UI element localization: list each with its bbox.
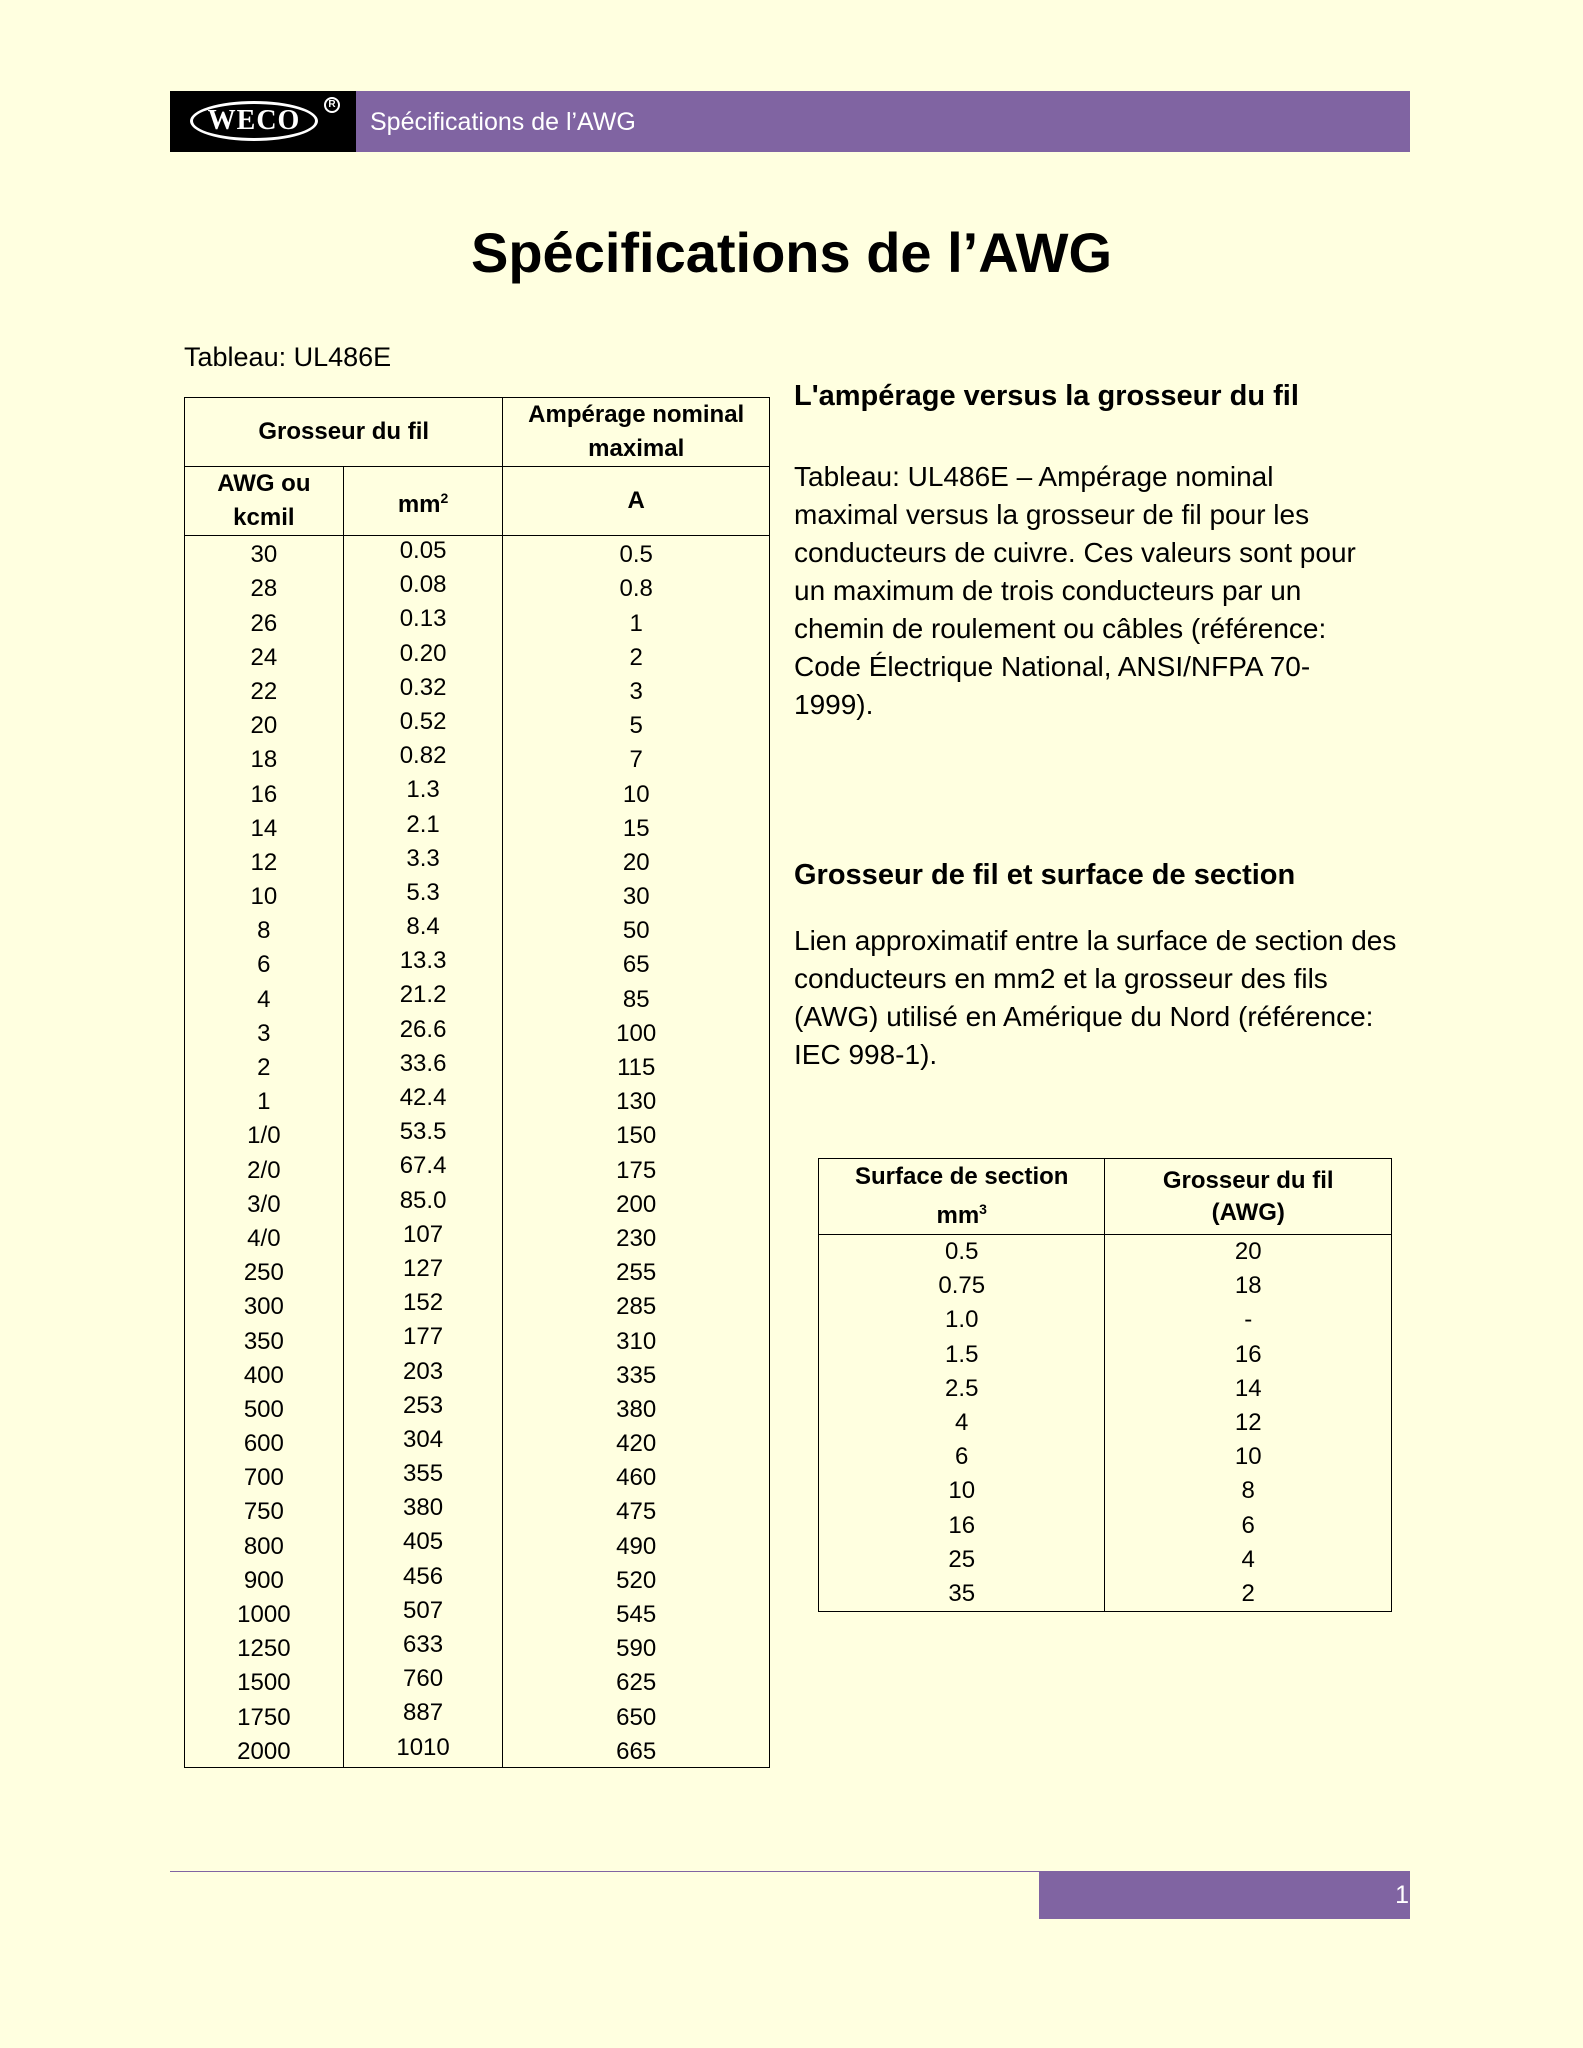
cell-mm2: 0.82 — [343, 741, 503, 775]
cell-awg: 12 — [185, 844, 344, 878]
cell-section: 0.5 — [819, 1235, 1105, 1270]
cell-mm2: 253 — [343, 1391, 503, 1425]
table-row — [185, 707, 770, 741]
table-row — [819, 1303, 1392, 1337]
cell-mm2: 0.05 — [343, 536, 503, 571]
cell-section: 25 — [819, 1543, 1105, 1577]
table-row — [185, 775, 770, 809]
cell-amp: 255 — [503, 1254, 770, 1288]
col-header-section — [819, 1159, 1105, 1235]
cell-mm2: 67.4 — [343, 1151, 503, 1185]
cell-section: 4 — [819, 1406, 1105, 1440]
cell-wire-size: 12 — [1105, 1406, 1392, 1440]
cell-wire-size: 10 — [1105, 1440, 1392, 1474]
table-row — [819, 1235, 1392, 1270]
cell-amp: 50 — [503, 912, 770, 946]
table-row — [185, 639, 770, 673]
table-row — [185, 1459, 770, 1493]
cell-section: 10 — [819, 1474, 1105, 1508]
section1-line: un maximum de trois conducteurs par un — [794, 575, 1302, 606]
group-header-amp-line2: maximal — [588, 435, 685, 462]
page-title: Spécifications de l’AWG — [470, 221, 1113, 284]
cell-mm2: 203 — [343, 1357, 503, 1391]
cell-awg: 1 — [185, 1083, 344, 1117]
cell-section: 0.75 — [819, 1269, 1105, 1303]
cell-amp: 650 — [503, 1698, 770, 1732]
header-bar — [170, 91, 1410, 152]
cell-wire-size: 14 — [1105, 1372, 1392, 1406]
awg-table — [184, 397, 770, 1768]
table-row — [819, 1338, 1392, 1372]
cell-awg: 2000 — [185, 1733, 344, 1768]
cell-section: 2.5 — [819, 1372, 1105, 1406]
table-row — [185, 536, 770, 571]
cell-amp: 100 — [503, 1015, 770, 1049]
cell-awg: 28 — [185, 570, 344, 604]
table-row — [819, 1440, 1392, 1474]
table-row — [185, 1015, 770, 1049]
col-header-mm2-sup: 2 — [440, 489, 449, 506]
cell-awg: 1/0 — [185, 1117, 344, 1151]
section2-line: Lien approximatif entre la surface de section des — [794, 925, 1397, 956]
cell-amp: 115 — [503, 1049, 770, 1083]
cell-awg: 1000 — [185, 1596, 344, 1630]
cell-awg: 20 — [185, 707, 344, 741]
table-caption: Tableau: UL486E — [184, 342, 392, 372]
table-row — [185, 1288, 770, 1322]
cell-mm2: 304 — [343, 1425, 503, 1459]
table-row — [185, 1322, 770, 1356]
table-row — [819, 1474, 1392, 1508]
cell-awg: 16 — [185, 775, 344, 809]
cell-awg: 2 — [185, 1049, 344, 1083]
cell-mm2: 5.3 — [343, 878, 503, 912]
page-number: 1 — [1395, 1881, 1409, 1909]
cell-wire-size: 16 — [1105, 1338, 1392, 1372]
cell-amp: 3 — [503, 673, 770, 707]
cell-awg: 1500 — [185, 1664, 344, 1698]
section1-line: maximal versus la grosseur de fil pour les — [794, 499, 1310, 530]
cell-mm2: 405 — [343, 1527, 503, 1561]
group-header-size: Grosseur du fil — [185, 398, 503, 467]
cell-wire-size: 18 — [1105, 1269, 1392, 1303]
table-row — [819, 1406, 1392, 1440]
section1-heading: L'ampérage versus la grosseur du fil — [794, 380, 1299, 412]
cell-mm2: 380 — [343, 1493, 503, 1527]
weco-logo-text: WECO — [190, 101, 318, 141]
table-row — [185, 1698, 770, 1732]
cell-awg: 22 — [185, 673, 344, 707]
awg-table-body — [185, 536, 770, 1768]
cell-mm2: 0.13 — [343, 604, 503, 638]
table-row — [185, 878, 770, 912]
cell-awg: 400 — [185, 1357, 344, 1391]
cell-awg: 3/0 — [185, 1186, 344, 1220]
cell-mm2: 33.6 — [343, 1049, 503, 1083]
cell-awg: 800 — [185, 1527, 344, 1561]
section2-line: IEC 998-1). — [794, 1039, 938, 1070]
cell-mm2: 177 — [343, 1322, 503, 1356]
cell-amp: 15 — [503, 810, 770, 844]
cell-mm2: 8.4 — [343, 912, 503, 946]
group-header-amp — [503, 398, 770, 467]
group-header-amp-line1: Ampérage nominal — [528, 401, 745, 428]
table-row — [819, 1543, 1392, 1577]
cell-amp: 150 — [503, 1117, 770, 1151]
col-header-section-line1: Surface de section — [855, 1163, 1069, 1190]
cell-amp: 420 — [503, 1425, 770, 1459]
cell-awg: 1250 — [185, 1630, 344, 1664]
cell-awg: 350 — [185, 1322, 344, 1356]
cell-mm2: 0.20 — [343, 639, 503, 673]
cell-mm2: 0.32 — [343, 673, 503, 707]
cell-awg: 6 — [185, 946, 344, 980]
col-header-section-sup: 3 — [979, 1201, 987, 1217]
table-row — [185, 1049, 770, 1083]
cell-mm2: 3.3 — [343, 844, 503, 878]
table-row — [185, 1357, 770, 1391]
cell-mm2: 85.0 — [343, 1186, 503, 1220]
cell-wire-size: 20 — [1105, 1235, 1392, 1270]
cell-amp: 520 — [503, 1562, 770, 1596]
cell-amp: 65 — [503, 946, 770, 980]
table-row — [185, 1562, 770, 1596]
table-row — [185, 844, 770, 878]
cell-wire-size: 8 — [1105, 1474, 1392, 1508]
cell-amp: 130 — [503, 1083, 770, 1117]
cell-mm2: 107 — [343, 1220, 503, 1254]
cell-amp: 490 — [503, 1527, 770, 1561]
col-header-mm2-text: mm — [397, 490, 441, 518]
cell-amp: 380 — [503, 1391, 770, 1425]
col-header-awg-line2: kcmil — [233, 504, 295, 531]
cell-amp: 590 — [503, 1630, 770, 1664]
cell-mm2: 507 — [343, 1596, 503, 1630]
cell-amp: 200 — [503, 1186, 770, 1220]
cell-mm2: 760 — [343, 1664, 503, 1698]
cell-awg: 30 — [185, 536, 344, 571]
cell-wire-size: - — [1105, 1303, 1392, 1337]
cell-mm2: 42.4 — [343, 1083, 503, 1117]
cell-awg: 8 — [185, 912, 344, 946]
cell-mm2: 53.5 — [343, 1117, 503, 1151]
section2-line: conducteurs en mm2 et la grosseur des fils — [794, 963, 1328, 994]
cell-awg: 24 — [185, 639, 344, 673]
cell-awg: 250 — [185, 1254, 344, 1288]
table-row — [185, 946, 770, 980]
cell-amp: 460 — [503, 1459, 770, 1493]
col-header-section-unit: mm — [936, 1202, 980, 1229]
cell-mm2: 0.52 — [343, 707, 503, 741]
table-row — [185, 570, 770, 604]
cell-mm2: 2.1 — [343, 810, 503, 844]
cell-awg: 500 — [185, 1391, 344, 1425]
cell-mm2: 887 — [343, 1698, 503, 1732]
table-row — [185, 1117, 770, 1151]
cell-awg: 26 — [185, 604, 344, 638]
footer-bar — [1039, 1872, 1410, 1919]
col-header-wire-size-line1: Grosseur du fil — [1162, 1166, 1334, 1194]
section2-heading: Grosseur de fil et surface de section — [794, 859, 1296, 891]
cell-mm2: 456 — [343, 1562, 503, 1596]
table-row — [185, 1220, 770, 1254]
cell-mm2: 127 — [343, 1254, 503, 1288]
cell-mm2: 152 — [343, 1288, 503, 1322]
table-row — [185, 604, 770, 638]
cell-amp: 175 — [503, 1151, 770, 1185]
cell-amp: 625 — [503, 1664, 770, 1698]
cell-awg: 3 — [185, 1015, 344, 1049]
cell-mm2: 1010 — [343, 1733, 503, 1768]
cell-mm2: 1.3 — [343, 775, 503, 809]
section-table-body — [819, 1235, 1392, 1612]
cell-amp: 0.5 — [503, 536, 770, 571]
table-row — [185, 1733, 770, 1768]
cell-mm2: 355 — [343, 1459, 503, 1493]
table-row — [185, 1151, 770, 1185]
cell-amp: 85 — [503, 980, 770, 1014]
cell-wire-size: 6 — [1105, 1509, 1392, 1543]
col-header-awg — [185, 467, 344, 536]
table-row — [819, 1577, 1392, 1612]
section2-paragraph — [794, 922, 1414, 1074]
table-row — [185, 1664, 770, 1698]
cell-awg: 600 — [185, 1425, 344, 1459]
table-row — [819, 1509, 1392, 1543]
cell-mm2: 21.2 — [343, 980, 503, 1014]
cell-amp: 335 — [503, 1357, 770, 1391]
cell-amp: 10 — [503, 775, 770, 809]
col-header-wire-size-line2: (AWG) — [1211, 1198, 1285, 1226]
table-row — [185, 741, 770, 775]
cell-section: 6 — [819, 1440, 1105, 1474]
col-header-wire-size — [1105, 1159, 1392, 1235]
section1-line: 1999). — [794, 689, 874, 720]
table-row — [185, 1254, 770, 1288]
col-header-awg-line1: AWG ou — [217, 470, 311, 497]
cell-awg: 18 — [185, 741, 344, 775]
cell-mm2: 0.08 — [343, 570, 503, 604]
cell-amp: 7 — [503, 741, 770, 775]
table-row — [185, 673, 770, 707]
section2-line: (AWG) utilisé en Amérique du Nord (référence: — [794, 1001, 1374, 1032]
table-row — [185, 980, 770, 1014]
cell-awg: 4/0 — [185, 1220, 344, 1254]
cell-amp: 310 — [503, 1322, 770, 1356]
table-row — [185, 1083, 770, 1117]
cell-awg: 300 — [185, 1288, 344, 1322]
section1-paragraph — [794, 458, 1394, 724]
section-table — [818, 1158, 1392, 1612]
cell-awg: 700 — [185, 1459, 344, 1493]
cell-awg: 2/0 — [185, 1151, 344, 1185]
cell-wire-size: 2 — [1105, 1577, 1392, 1612]
cell-amp: 230 — [503, 1220, 770, 1254]
table-row — [185, 1493, 770, 1527]
table-row — [185, 912, 770, 946]
table-row — [185, 1425, 770, 1459]
section1-line: Code Électrique National, ANSI/NFPA 70- — [794, 651, 1311, 682]
col-header-mm2 — [343, 467, 503, 536]
table-row — [819, 1372, 1392, 1406]
cell-amp: 20 — [503, 844, 770, 878]
cell-awg: 14 — [185, 810, 344, 844]
section1-line: conducteurs de cuivre. Ces valeurs sont pour — [794, 537, 1356, 568]
cell-section: 16 — [819, 1509, 1105, 1543]
cell-amp: 1 — [503, 604, 770, 638]
cell-amp: 475 — [503, 1493, 770, 1527]
table-row — [819, 1269, 1392, 1303]
col-header-amp: A — [503, 467, 770, 536]
cell-section: 1.0 — [819, 1303, 1105, 1337]
cell-amp: 545 — [503, 1596, 770, 1630]
table-row — [185, 1186, 770, 1220]
cell-awg: 900 — [185, 1562, 344, 1596]
table-row — [185, 1596, 770, 1630]
table-row — [185, 1391, 770, 1425]
cell-amp: 30 — [503, 878, 770, 912]
cell-amp: 0.8 — [503, 570, 770, 604]
cell-amp: 665 — [503, 1733, 770, 1768]
cell-mm2: 26.6 — [343, 1015, 503, 1049]
cell-awg: 4 — [185, 980, 344, 1014]
registered-mark-icon: R — [324, 97, 340, 113]
section1-line: chemin de roulement ou câbles (référence: — [794, 613, 1327, 644]
cell-awg: 750 — [185, 1493, 344, 1527]
cell-section: 35 — [819, 1577, 1105, 1612]
cell-section: 1.5 — [819, 1338, 1105, 1372]
cell-amp: 285 — [503, 1288, 770, 1322]
header-title: Spécifications de l’AWG — [370, 108, 636, 136]
table-row — [185, 810, 770, 844]
cell-awg: 10 — [185, 878, 344, 912]
cell-amp: 2 — [503, 639, 770, 673]
section1-line: Tableau: UL486E – Ampérage nominal — [794, 461, 1274, 492]
cell-mm2: 633 — [343, 1630, 503, 1664]
cell-awg: 1750 — [185, 1698, 344, 1732]
cell-mm2: 13.3 — [343, 946, 503, 980]
cell-wire-size: 4 — [1105, 1543, 1392, 1577]
table-row — [185, 1630, 770, 1664]
table-row — [185, 1527, 770, 1561]
cell-amp: 5 — [503, 707, 770, 741]
